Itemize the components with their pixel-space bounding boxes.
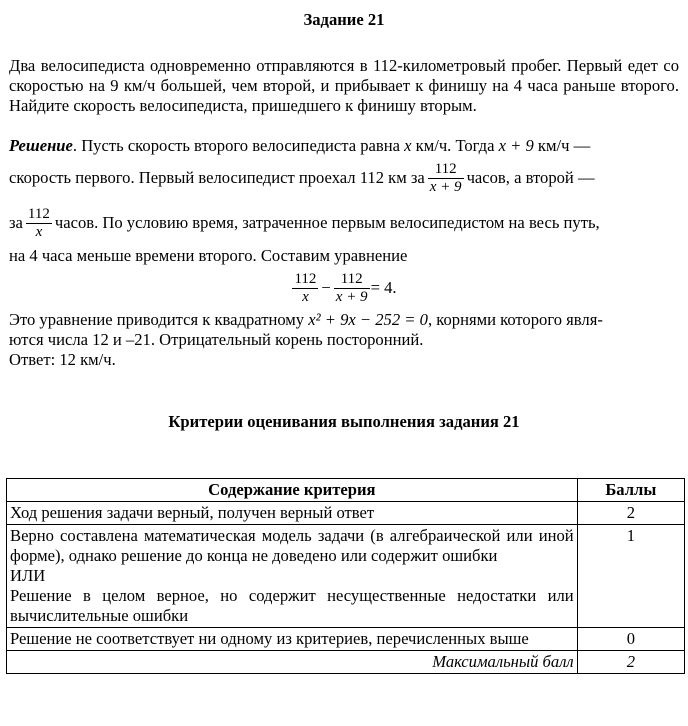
document-page bbox=[9, 0, 679, 432]
criteria-title: Критерии оценивания выполнения задания 21 bbox=[168, 412, 520, 431]
criterion-text: Ход решения задачи верный, получен верный ответ bbox=[7, 502, 578, 525]
fraction-denominator: x + 9 bbox=[335, 288, 368, 305]
criterion-points: 2 bbox=[577, 502, 684, 525]
variable-x: x bbox=[404, 136, 412, 155]
table-row bbox=[7, 525, 685, 628]
solution-text-2a: скорость первого. Первый велосипедист проехал 112 км за bbox=[9, 168, 425, 187]
problem-statement: Два велосипедиста одновременно отправляются в 112-километровый пробег. Первый едет со скоростью на 9 км/ч большей, чем второй, и прибывает к финишу на 4 часа раньше второго. Найдите скорость велосипедиста, пришедшего к финишу вторым. bbox=[9, 56, 679, 115]
task-title: Задание 21 bbox=[303, 10, 385, 29]
header-content: Содержание критерия bbox=[7, 479, 578, 502]
solution-text-5a: Это уравнение приводится к квадратному bbox=[9, 310, 309, 329]
fraction-denominator: x bbox=[292, 288, 318, 306]
solution-text-5b: , корнями которого явля- bbox=[427, 310, 603, 329]
table-row bbox=[7, 502, 685, 525]
criterion-points: 0 bbox=[577, 628, 684, 651]
criterion-text bbox=[7, 525, 578, 628]
max-score-row bbox=[7, 651, 685, 674]
solution-block bbox=[9, 136, 679, 370]
answer: Ответ: 12 км/ч. bbox=[9, 350, 116, 369]
fraction-denominator: x bbox=[26, 223, 52, 241]
fraction-numerator: 112 bbox=[27, 205, 50, 222]
solution-label: Решение bbox=[9, 136, 73, 155]
equation bbox=[9, 266, 679, 310]
criterion-points: 1 bbox=[577, 525, 684, 628]
eq-minus: − bbox=[321, 278, 331, 297]
criterion-line: Верно составлена математическая модель задачи (в алгебраической или иной форме), однако решение до конца не доведено или содержит ошибки bbox=[10, 526, 574, 565]
solution-text-3b: часов. По условию время, затраченное первым велосипедистом на весь путь, bbox=[54, 213, 600, 232]
fraction-numerator: 112 bbox=[340, 270, 363, 287]
solution-text-1c: км/ч — bbox=[533, 136, 591, 155]
fraction-112-over-x-plus-9 bbox=[428, 161, 464, 196]
table-row bbox=[7, 628, 685, 651]
table-header-row bbox=[7, 479, 685, 502]
solution-text-2b: часов, а второй — bbox=[466, 168, 595, 187]
header-points: Баллы bbox=[577, 479, 684, 502]
fraction-numerator: 112 bbox=[294, 270, 317, 287]
quadratic-equation: x² + 9x − 252 = 0 bbox=[308, 310, 428, 329]
fraction-numerator: 112 bbox=[434, 160, 457, 177]
criterion-text: Решение не соответствует ни одному из критериев, перечисленных выше bbox=[7, 628, 578, 651]
max-score-value: 2 bbox=[577, 651, 684, 674]
solution-text-1a: . Пусть скорость второго велосипедиста равна bbox=[72, 136, 405, 155]
solution-text-3a: за bbox=[9, 213, 23, 232]
solution-text-4: на 4 часа меньше времени второго. Составим уравнение bbox=[9, 246, 408, 265]
expr-x-plus-9: x + 9 bbox=[498, 136, 534, 155]
max-score-label: Максимальный балл bbox=[7, 651, 578, 674]
fraction-112-over-x bbox=[26, 206, 52, 241]
eq-rhs: = 4. bbox=[370, 278, 397, 297]
criterion-or: ИЛИ bbox=[10, 566, 46, 585]
criterion-line: Решение в целом верное, но содержит несущественные недостатки или вычислительные ошибки bbox=[10, 586, 574, 625]
solution-text-6: ются числа 12 и –21. Отрицательный корень посторонний. bbox=[9, 330, 424, 349]
solution-text-1b: км/ч. Тогда bbox=[411, 136, 499, 155]
criteria-table bbox=[6, 478, 685, 674]
eq-fraction-112-over-x bbox=[292, 271, 318, 306]
eq-fraction-112-over-x-plus-9 bbox=[334, 271, 370, 306]
fraction-denominator: x + 9 bbox=[429, 178, 462, 195]
